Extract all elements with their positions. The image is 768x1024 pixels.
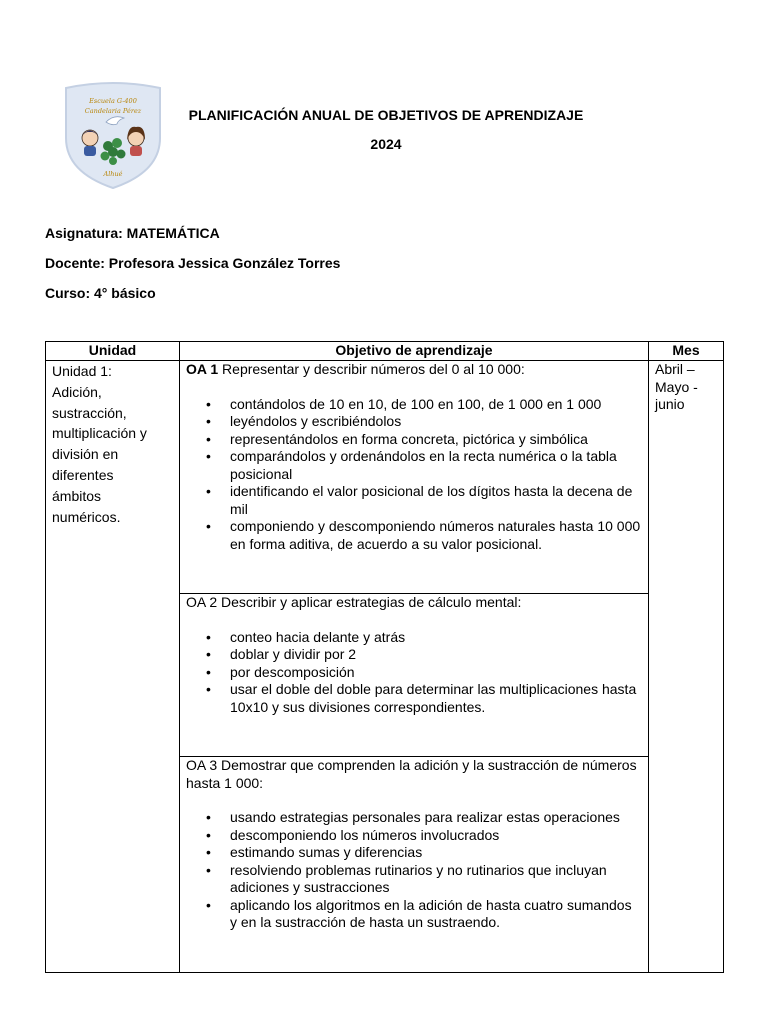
list-item: • componiendo y descomponiendo números naturales hasta 10 000 en forma aditiva, de acuerdo a su valor posicional. xyxy=(230,518,642,553)
oa1-text: Representar y describir números del 0 al 10 000: xyxy=(218,361,525,377)
oa3-list xyxy=(186,809,642,932)
leaf-icon xyxy=(101,152,110,161)
leaf-icon xyxy=(112,138,122,148)
list-item: • aplicando los algoritmos en la adición de hasta cuatro sumandos y en la sustracción de hasta un sustraendo. xyxy=(230,897,642,932)
leaf-icon xyxy=(108,147,118,157)
list-item: • por descomposición xyxy=(230,664,642,682)
school-shield-emblem xyxy=(62,80,164,190)
mes-line: Mayo - xyxy=(655,378,698,395)
list-item: • descomponiendo los números involucrados xyxy=(230,827,642,845)
oa1-code: OA 1 xyxy=(186,361,219,377)
unit-line: sustracción, xyxy=(52,404,127,421)
planning-table xyxy=(45,341,724,973)
document-year: 2024 xyxy=(370,136,402,152)
list-item: • usando estrategias personales para realizar estas operaciones xyxy=(230,809,642,827)
leaf-icon xyxy=(109,157,117,165)
oa3-heading: OA 3 Demostrar que comprenden la adición y la sustracción de números hasta 1 000: xyxy=(186,757,637,791)
child-left-body xyxy=(84,146,96,156)
unit-line: Unidad 1: xyxy=(52,363,112,379)
leaf-icon xyxy=(117,150,126,159)
list-item: • doblar y dividir por 2 xyxy=(230,646,642,664)
mes-cell xyxy=(649,361,724,973)
list-item: • comparándolos y ordenándolos en la recta numérica o la tabla posicional xyxy=(230,448,642,483)
child-left-icon xyxy=(82,130,98,146)
list-item: • usar el doble del doble para determinar las multiplicaciones hasta 10x10 y sus divisiones correspondientes. xyxy=(230,681,642,716)
header-objetivo: Objetivo de aprendizaje xyxy=(180,342,649,361)
list-item: • resolviendo problemas rutinarios y no rutinarios que incluyan adiciones y sustracciones xyxy=(230,862,642,897)
oa1-list xyxy=(186,396,642,554)
unit-line: multiplicación y xyxy=(52,425,147,442)
logo-text-bottom: Alhué xyxy=(103,170,123,178)
list-item: • leyéndolos y escribiéndolos xyxy=(230,413,642,431)
unit-line: diferentes xyxy=(52,466,114,483)
oa2-list xyxy=(186,629,642,717)
logo-text-mid: Candelaria Pérez xyxy=(84,107,142,115)
unit-line: ámbitos xyxy=(52,487,102,504)
table-header-row xyxy=(46,342,724,361)
oa1-heading xyxy=(186,361,642,379)
logo-text-top: Escuela G-400 xyxy=(89,97,137,105)
child-right-body xyxy=(130,146,142,156)
mes-line: Abril – xyxy=(655,361,695,377)
unit-line: Adición, xyxy=(52,383,102,400)
list-item: • identificando el valor posicional de los dígitos hasta la decena de mil xyxy=(230,483,642,518)
course-line: Curso: 4° básico xyxy=(45,285,156,301)
list-item: • estimando sumas y diferencias xyxy=(230,844,642,862)
oa2-heading: OA 2 Describir y aplicar estrategias de cálculo mental: xyxy=(186,594,522,610)
header-unidad: Unidad xyxy=(46,342,180,361)
document-title: PLANIFICACIÓN ANUAL DE OBJETIVOS DE APRENDIZAJE xyxy=(188,107,584,123)
unit-cell xyxy=(46,361,180,973)
school-logo xyxy=(62,80,164,190)
teacher-line: Docente: Profesora Jessica González Torres xyxy=(45,255,341,271)
subject-line: Asignatura: MATEMÁTICA xyxy=(45,225,220,241)
table-row xyxy=(46,361,724,594)
mes-line: junio xyxy=(655,396,685,412)
oa2-cell xyxy=(180,594,649,757)
list-item: • conteo hacia delante y atrás xyxy=(230,629,642,647)
list-item: • representándolos en forma concreta, pictórica y simbólica xyxy=(230,431,642,449)
header-mes: Mes xyxy=(649,342,724,361)
oa1-cell xyxy=(180,361,649,594)
oa3-cell xyxy=(180,757,649,973)
unit-line: numéricos. xyxy=(52,508,121,525)
list-item: • contándolos de 10 en 10, de 100 en 100, de 1 000 en 1 000 xyxy=(230,396,642,414)
unit-line: división en xyxy=(52,446,119,463)
